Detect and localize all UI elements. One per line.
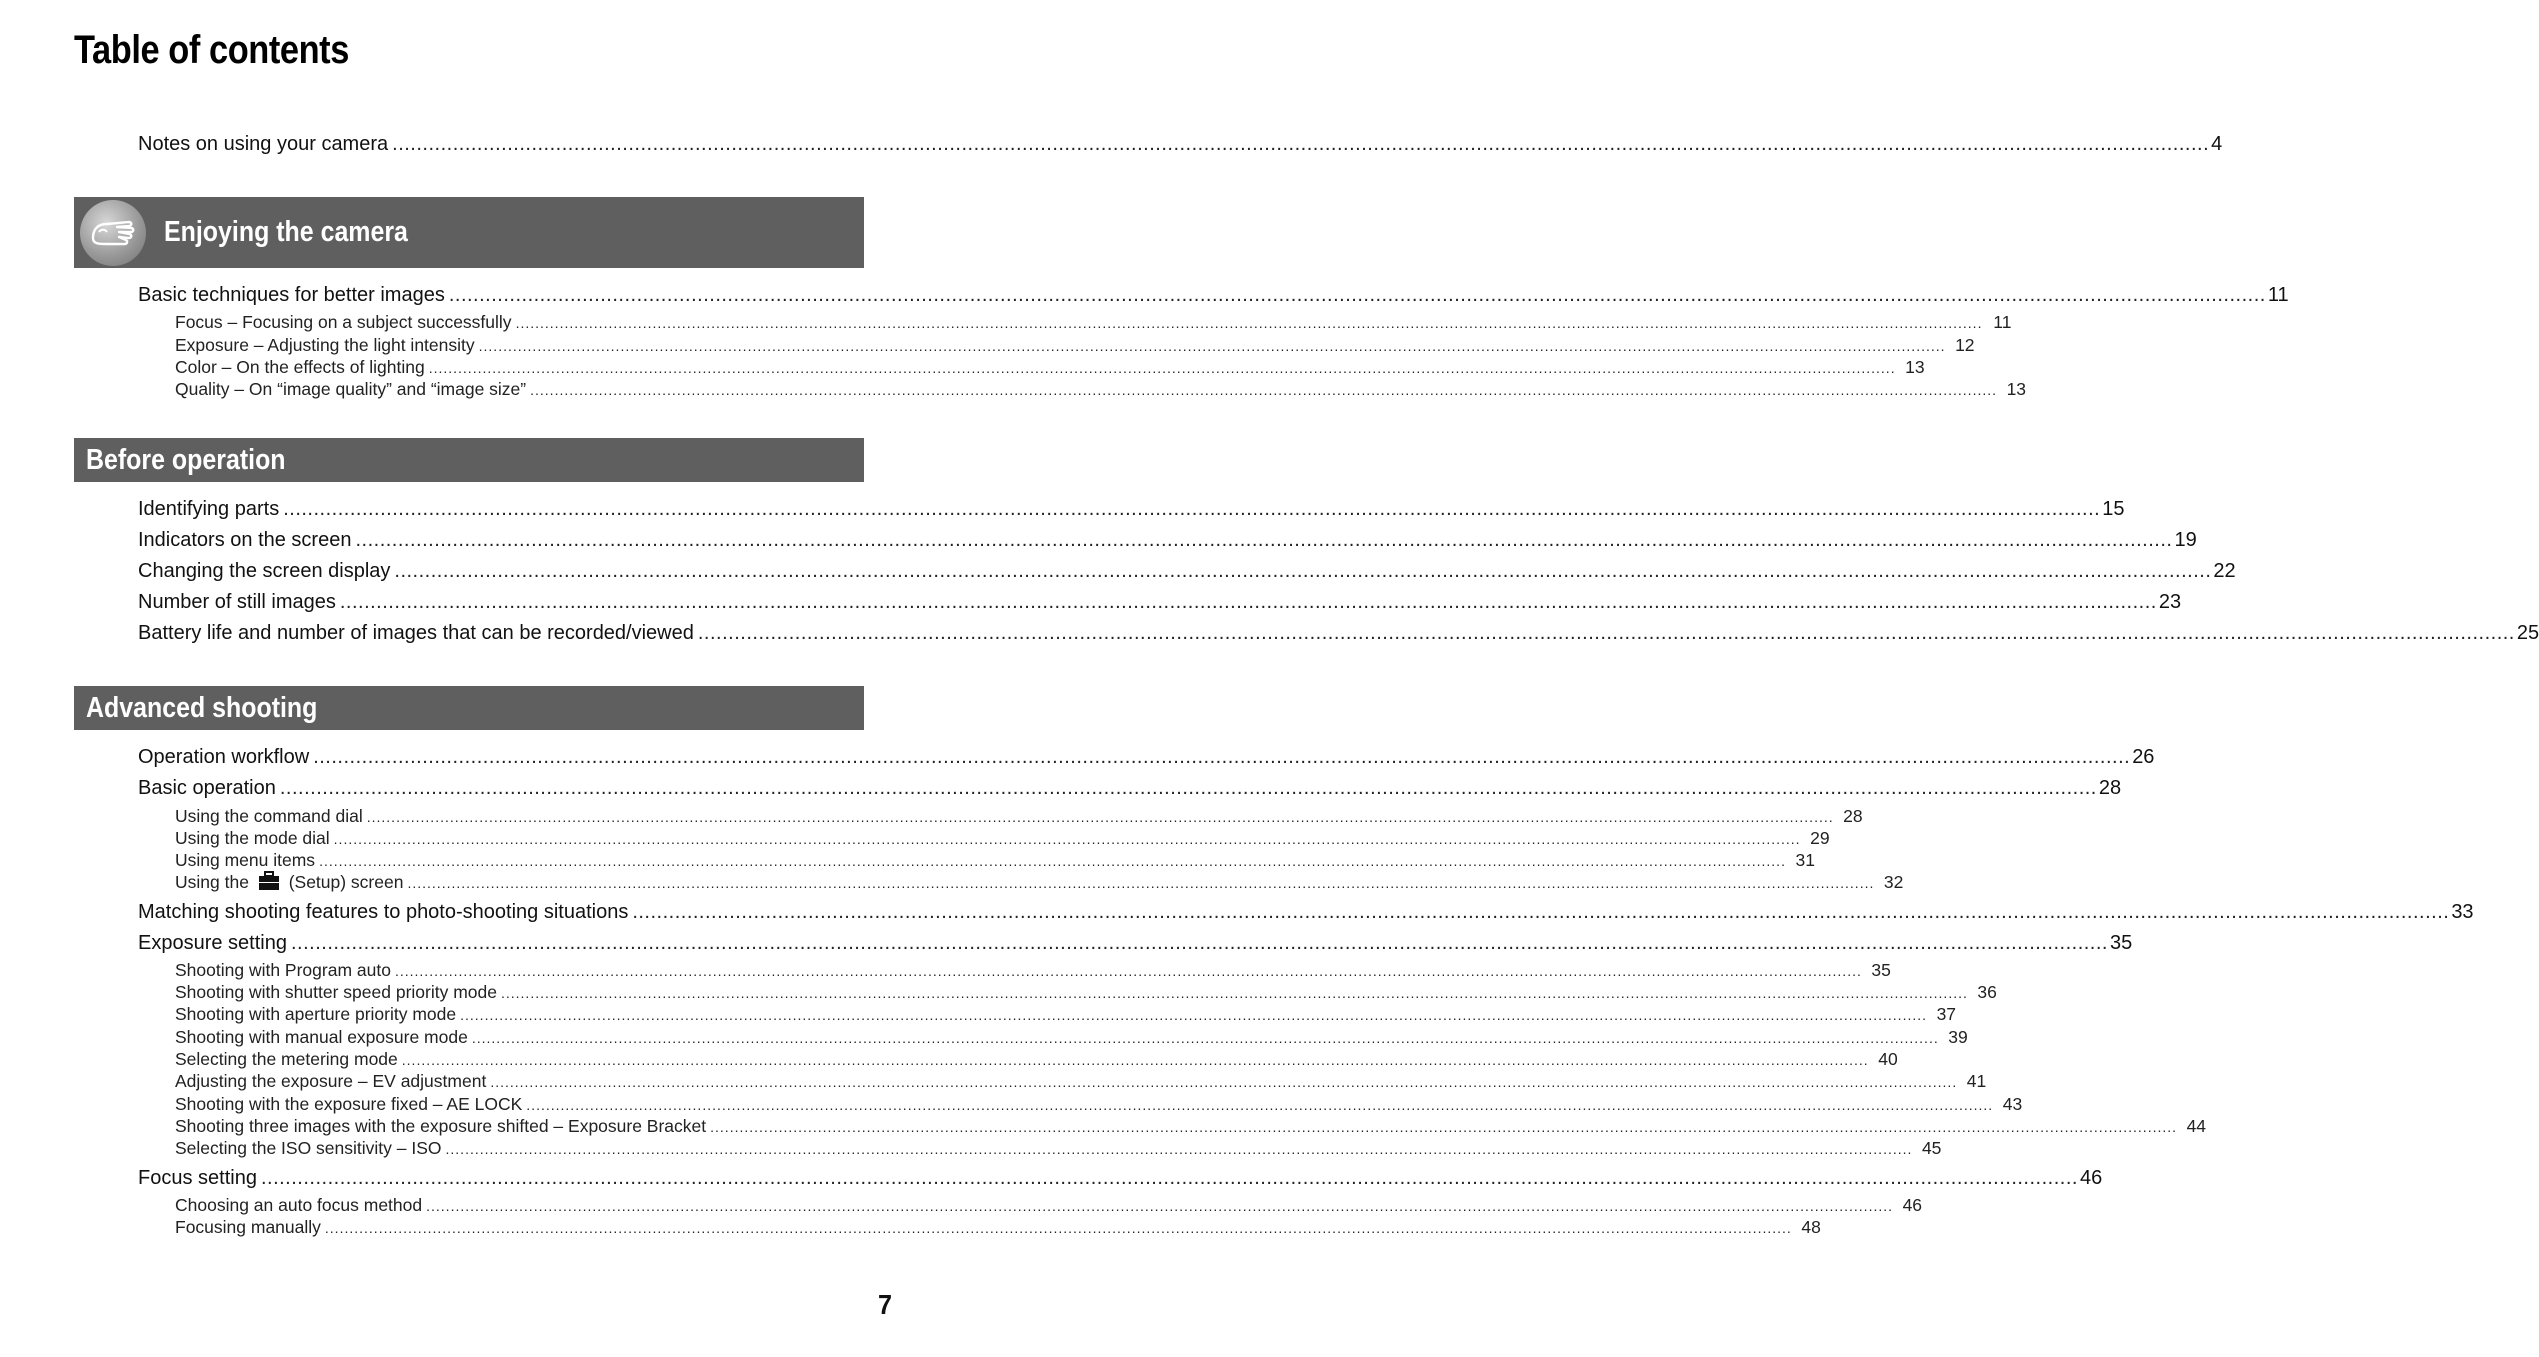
- toc-subentry-label: Shooting with Program auto: [175, 960, 391, 980]
- toc-entry[interactable]: [138, 496, 2125, 522]
- toc-subentry-label: Exposure – Adjusting the light intensity: [175, 335, 475, 355]
- toc-subentry-label: Adjusting the exposure – EV adjustment: [175, 1071, 487, 1091]
- dot-leader: ............................................................................................................................................................................................................................................................................................................: [339, 591, 2157, 613]
- toc-subentry-label: Shooting with shutter speed priority mode: [175, 982, 497, 1002]
- toc-subentry[interactable]: [175, 805, 1863, 828]
- toc-subentry[interactable]: [175, 981, 1997, 1004]
- toc-entry-notes[interactable]: [138, 131, 2223, 157]
- toc-subentry-label: Shooting with manual exposure mode: [175, 1027, 468, 1047]
- dot-leader: ............................................................................................................................................................................................................................................................................................................: [632, 901, 2450, 923]
- section-title: Enjoying the camera: [164, 216, 408, 248]
- toc-subentry-label: Shooting with the exposure fixed – AE LOCK: [175, 1094, 523, 1114]
- toc-entry-label: Basic techniques for better images: [138, 284, 445, 306]
- toc-entry-basic-techniques[interactable]: [138, 282, 2289, 308]
- toc-entry-workflow[interactable]: [138, 744, 2155, 770]
- toc-subentry[interactable]: [175, 1048, 1898, 1071]
- dot-leader: ............................................................................................................................................................................................................................................................................................................: [394, 963, 1862, 979]
- dot-leader: ............................................................................................................................................................................................................................................................................................................: [260, 1167, 2078, 1189]
- toc-subentry[interactable]: [175, 1070, 1987, 1093]
- dot-leader: ............................................................................................................................................................................................................................................................................................................: [407, 875, 1875, 891]
- toc-entry-label: Basic operation: [138, 777, 276, 799]
- toc-entry-matching[interactable]: [138, 899, 2474, 925]
- toc-subentry-label: Using the mode dial: [175, 828, 330, 848]
- page-number: 7: [878, 1289, 893, 1320]
- toc-subentry-label: Using the command dial: [175, 806, 363, 826]
- dot-leader: ............................................................................................................................................................................................................................................................................................................: [279, 777, 2097, 799]
- toc-entry-label: Focus setting: [138, 1167, 257, 1189]
- toc-entry-page: 23: [2158, 591, 2182, 613]
- dot-leader: ............................................................................................................................................................................................................................................................................................................: [697, 622, 2515, 644]
- dot-leader: ............................................................................................................................................................................................................................................................................................................: [526, 1097, 1994, 1113]
- toc-subentry-page: 45: [1921, 1138, 1942, 1158]
- toc-entry-page: 19: [2174, 529, 2197, 551]
- toc-subentry[interactable]: [175, 959, 1891, 982]
- toc-subentry-page: 37: [1936, 1004, 1957, 1024]
- toolbox-icon: [258, 871, 280, 891]
- toc-subentry-label: Using menu items: [175, 850, 316, 870]
- toc-entry-page: 25: [2516, 622, 2539, 644]
- toc-entry-label: Matching shooting features to photo-shooting situations: [138, 901, 629, 923]
- toc-subentry-label: Color – On the effects of lighting: [175, 357, 425, 377]
- dot-leader: ............................................................................................................................................................................................................................................................................................................: [366, 809, 1834, 825]
- toc-entry-page: 26: [2132, 746, 2155, 768]
- toc-subentry-label: Focus – Focusing on a subject successfully: [175, 312, 512, 332]
- toc-subentry-page: 12: [1955, 335, 1975, 355]
- toc-subentry-label: Selecting the ISO sensitivity – ISO: [175, 1138, 442, 1158]
- toc-subentry-page: 44: [2186, 1116, 2207, 1136]
- toc-entry-page: 11: [2267, 284, 2289, 306]
- section-banner-advanced: [74, 686, 864, 730]
- toc-entry-label: Notes on using your camera: [138, 133, 389, 155]
- toc-entry-page: 46: [2079, 1167, 2103, 1189]
- toc-subentry-page: 48: [1801, 1217, 1821, 1237]
- toc-subentry[interactable]: [175, 1026, 1968, 1049]
- dot-leader: ............................................................................................................................................................................................................................................................................................................: [460, 1007, 1928, 1023]
- toc-entry-page: 35: [2109, 932, 2133, 954]
- dot-leader: ............................................................................................................................................................................................................................................................................................................: [471, 1030, 1939, 1046]
- toc-entry-exposure[interactable]: [138, 930, 2133, 956]
- toc-subentry-page: 31: [1795, 850, 1815, 870]
- dot-leader: ............................................................................................................................................................................................................................................................................................................: [710, 1119, 2178, 1135]
- dot-leader: ............................................................................................................................................................................................................................................................................................................: [333, 831, 1801, 847]
- dot-leader: ............................................................................................................................................................................................................................................................................................................: [490, 1074, 1958, 1090]
- toc-subentry[interactable]: [175, 1216, 1821, 1239]
- page-title: Table of contents: [74, 28, 349, 72]
- toc-subentry-label: Shooting with aperture priority mode: [175, 1004, 457, 1024]
- toc-subentry[interactable]: [175, 1137, 1942, 1160]
- toc-entry-page: 33: [2451, 901, 2474, 923]
- toc-entry-label: Operation workflow: [138, 746, 310, 768]
- dot-leader: ............................................................................................................................................................................................................................................................................................................: [313, 746, 2131, 768]
- toc-entry-label: Changing the screen display: [138, 560, 391, 582]
- toc-entry[interactable]: [138, 620, 2539, 646]
- toc-subentry-page: 36: [1977, 982, 1997, 1002]
- toc-entry-page: 28: [2098, 777, 2122, 799]
- toc-entry[interactable]: [138, 527, 2197, 553]
- dot-leader: ............................................................................................................................................................................................................................................................................................................: [319, 853, 1786, 869]
- toc-entry-label: Number of still images: [138, 591, 336, 613]
- dot-leader: ............................................................................................................................................................................................................................................................................................................: [355, 529, 2173, 551]
- toc-subentry-label: [175, 871, 403, 893]
- toc-subentry-page: 13: [2006, 379, 2027, 399]
- dot-leader: ............................................................................................................................................................................................................................................................................................................: [324, 1220, 1792, 1236]
- dot-leader: ............................................................................................................................................................................................................................................................................................................: [530, 382, 1998, 398]
- toc-subentry[interactable]: [175, 1093, 2023, 1116]
- toc-subentry-label: Focusing manually: [175, 1217, 321, 1237]
- dot-leader: ............................................................................................................................................................................................................................................................................................................: [445, 1141, 1913, 1157]
- section-banner-before: [74, 438, 864, 482]
- toc-subentry-page: 29: [1810, 828, 1830, 848]
- toc-entry-label: Battery life and number of images that can be recorded/viewed: [138, 622, 694, 644]
- dot-leader: ............................................................................................................................................................................................................................................................................................................: [500, 985, 1968, 1001]
- toc-subentry[interactable]: [175, 378, 2027, 401]
- dot-leader: ............................................................................................................................................................................................................................................................................................................: [426, 1198, 1894, 1214]
- dot-leader: ............................................................................................................................................................................................................................................................................................................: [290, 932, 2108, 954]
- toc-subentry[interactable]: [175, 1194, 1923, 1217]
- toc-subentry-page: 11: [1993, 312, 2012, 332]
- toc-entry[interactable]: [138, 558, 2236, 584]
- dot-leader: ............................................................................................................................................................................................................................................................................................................: [283, 498, 2101, 520]
- toc-subentry-label: Choosing an auto focus method: [175, 1195, 423, 1215]
- toc-entry-basic-operation[interactable]: [138, 775, 2122, 801]
- toc-subentry[interactable]: [175, 1115, 2207, 1138]
- section-banner-enjoying: [74, 197, 864, 268]
- toc-subentry[interactable]: [175, 334, 1975, 357]
- toc-entry-label: Identifying parts: [138, 498, 280, 520]
- toc-subentry-page: 28: [1843, 806, 1863, 826]
- toc-entry-page: 22: [2213, 560, 2236, 582]
- dot-leader: ............................................................................................................................................................................................................................................................................................................: [428, 360, 1896, 376]
- dot-leader: ............................................................................................................................................................................................................................................................................................................: [448, 284, 2266, 306]
- toc-subentry-label: Shooting three images with the exposure shifted – Exposure Bracket: [175, 1116, 707, 1136]
- toc-subentry-setup[interactable]: [175, 871, 1904, 894]
- toc-subentry[interactable]: [175, 827, 1830, 850]
- toc-subentry-label: Quality – On “image quality” and “image size”: [175, 379, 527, 399]
- section-title: Before operation: [86, 443, 286, 476]
- toc-subentry-page: 35: [1871, 960, 1891, 980]
- dot-leader: ............................................................................................................................................................................................................................................................................................................: [478, 338, 1946, 354]
- toc-subentry-page: 40: [1878, 1049, 1898, 1069]
- toc-subentry-page: 13: [1905, 357, 1925, 377]
- dot-leader: ............................................................................................................................................................................................................................................................................................................: [394, 560, 2212, 582]
- toc-subentry-page: 39: [1948, 1027, 1968, 1047]
- toc-subentry[interactable]: [175, 311, 2012, 334]
- toc-subentry-page: 32: [1883, 872, 1904, 892]
- dot-leader: ............................................................................................................................................................................................................................................................................................................: [392, 133, 2210, 155]
- toc-entry-page: 4: [2211, 133, 2223, 155]
- toc-subentry[interactable]: [175, 849, 1815, 872]
- toc-subentry[interactable]: [175, 1003, 1957, 1026]
- dot-leader: ............................................................................................................................................................................................................................................................................................................: [515, 315, 1983, 331]
- toc-subentry-label: Selecting the metering mode: [175, 1049, 398, 1069]
- dot-leader: ............................................................................................................................................................................................................................................................................................................: [401, 1052, 1869, 1068]
- toc-subentry-page: 43: [2002, 1094, 2023, 1114]
- pointing-hand-icon: [80, 200, 146, 266]
- toc-entry-label: Indicators on the screen: [138, 529, 352, 551]
- section-title: Advanced shooting: [86, 691, 318, 724]
- toc-entry[interactable]: [138, 589, 2182, 615]
- toc-entry-page: 15: [2102, 498, 2125, 520]
- toc-subentry-page: 46: [1902, 1195, 1923, 1215]
- setup-prefix: Using the: [175, 872, 249, 892]
- toc-entry-focus[interactable]: [138, 1165, 2103, 1191]
- toc-subentry-page: 41: [1966, 1071, 1987, 1091]
- toc-subentry[interactable]: [175, 356, 1925, 379]
- toc-entry-label: Exposure setting: [138, 932, 287, 954]
- setup-suffix: (Setup) screen: [288, 872, 404, 892]
